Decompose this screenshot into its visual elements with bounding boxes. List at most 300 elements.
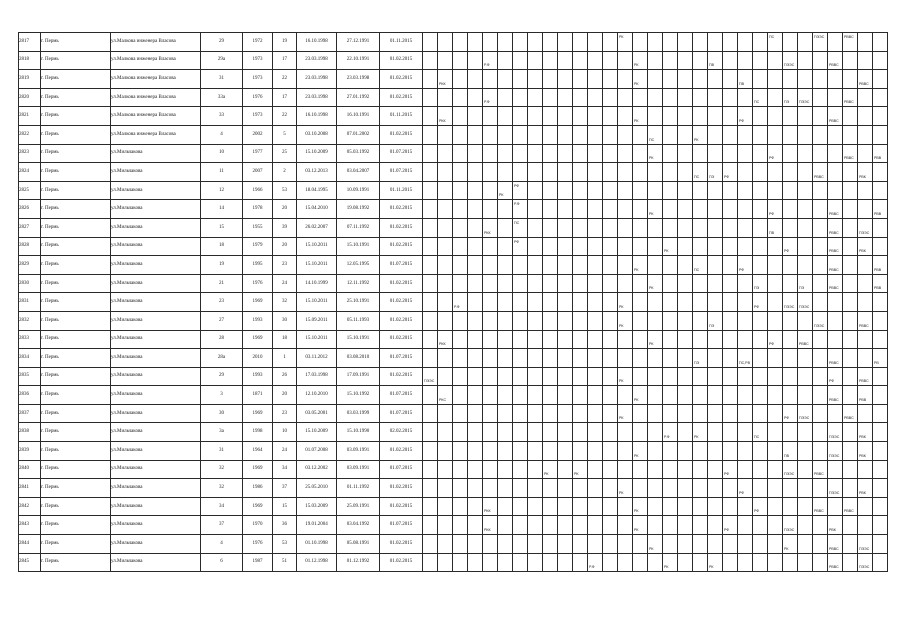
city-cell: г. Пермь [41,516,111,535]
work-code: РВВС [829,546,839,551]
work-cell [693,107,708,126]
work-cell [498,311,513,330]
work-cell [798,423,813,442]
work-cell [708,237,723,256]
work-cell [573,293,588,312]
work-cell [558,535,573,554]
date-inspection-cell: 17.03.1998 [297,367,337,386]
work-cell [663,497,678,516]
work-code: ПЭЭС [784,528,795,533]
work-cell [453,107,468,126]
work-cell [783,516,798,535]
work-cell [843,256,858,275]
apartment-count-cell: 37 [273,479,297,498]
work-cell [423,367,438,386]
work-cell [663,479,678,498]
work-cell [708,33,723,52]
date-inspection-cell: 15.10.2011 [297,293,337,312]
city-cell: г. Пермь [41,460,111,479]
work-cell [798,404,813,423]
work-cell [483,33,498,52]
work-cell [828,479,843,498]
work-cell [558,553,573,572]
work-cell [858,497,873,516]
work-cell [618,70,633,89]
work-cell [663,70,678,89]
work-cell [648,144,663,163]
work-cell [603,460,618,479]
work-cell [528,293,543,312]
work-cell [768,349,783,368]
work-cell [513,33,528,52]
work-cell [543,107,558,126]
work-cell [558,33,573,52]
date-plan-cell: 01.11.2015 [380,181,423,200]
work-cell [603,367,618,386]
work-cell [738,88,753,107]
work-code: РФ [754,304,760,309]
house-number-cell: 37 [201,516,243,535]
work-cell [663,442,678,461]
work-cell [753,33,768,52]
work-cell [498,144,513,163]
work-cell [708,256,723,275]
work-cell [633,311,648,330]
work-cell [828,70,843,89]
house-number-cell: 30 [201,404,243,423]
work-cell [453,349,468,368]
work-cell [798,107,813,126]
work-cell [618,460,633,479]
work-cell [483,349,498,368]
record-number-cell: 2822 [19,125,41,144]
date-registration-cell: 03.04.2007 [337,163,380,182]
work-cell [678,51,693,70]
work-cell [543,293,558,312]
work-cell [708,70,723,89]
date-inspection-cell: 15.10.2009 [297,423,337,442]
work-cell [813,535,828,554]
work-cell [768,423,783,442]
work-cell [498,386,513,405]
city-cell: г. Пермь [41,535,111,554]
work-code: РВК [859,174,866,179]
work-cell [783,479,798,498]
city-cell: г. Пермь [41,330,111,349]
work-code: РВВС [829,118,839,123]
record-number-cell: 2817 [19,33,41,52]
work-cell [843,218,858,237]
work-cell [783,256,798,275]
work-code: ПЭЭС [814,323,825,328]
work-cell [783,367,798,386]
work-cell [828,423,843,442]
work-cell [813,516,828,535]
work-cell [648,237,663,256]
work-cell [678,423,693,442]
work-cell [483,256,498,275]
work-cell [693,237,708,256]
work-cell [603,144,618,163]
work-cell [738,107,753,126]
date-inspection-cell: 03.11.2012 [297,349,337,368]
street-cell: ул.Мильчакова [111,274,201,293]
work-cell [843,88,858,107]
work-code: РВВС [814,174,824,179]
work-cell [633,497,648,516]
date-registration-cell: 01.11.1992 [337,479,380,498]
house-number-cell: 28 [201,330,243,349]
apartment-count-cell: 22 [273,70,297,89]
work-cell [768,330,783,349]
work-cell [648,386,663,405]
build-year-cell: 1966 [243,181,273,200]
work-code: РВВС [829,360,839,365]
work-cell [573,51,588,70]
work-cell [828,163,843,182]
work-code: РВВС [829,230,839,235]
work-cell [573,33,588,52]
city-cell: г. Пермь [41,181,111,200]
build-year-cell: 1976 [243,88,273,107]
date-plan-cell: 01.11.2015 [380,33,423,52]
work-cell [648,181,663,200]
work-cell [753,460,768,479]
work-code: РКК [439,342,446,347]
work-code: РКК [484,230,491,235]
work-cell [648,330,663,349]
work-cell [768,88,783,107]
work-code: ПЭЭС [424,379,435,384]
work-cell [873,442,888,461]
work-cell [618,33,633,52]
street-cell: ул.Мильчакова [111,535,201,554]
work-cell [768,237,783,256]
work-cell [873,274,888,293]
work-code: РВК [859,249,866,254]
house-number-cell: 27 [201,311,243,330]
street-cell: ул.Малкова инженера Власова [111,51,201,70]
work-cell [678,349,693,368]
work-cell [693,200,708,219]
work-cell [498,423,513,442]
work-cell [813,367,828,386]
work-cell [678,200,693,219]
date-plan-cell: 01.02.2015 [380,367,423,386]
date-registration-cell: 16.10.1991 [337,107,380,126]
work-cell [648,125,663,144]
work-cell [783,144,798,163]
work-cell [573,237,588,256]
work-cell [693,386,708,405]
work-cell [528,516,543,535]
record-number-cell: 2827 [19,218,41,237]
work-cell [558,144,573,163]
work-code: РФ [829,379,835,384]
work-cell [438,144,453,163]
work-cell [468,51,483,70]
apartment-count-cell: 20 [273,386,297,405]
work-cell [723,497,738,516]
work-cell [603,163,618,182]
work-cell [768,218,783,237]
work-cell [603,311,618,330]
work-cell [843,181,858,200]
work-cell [588,535,603,554]
work-cell [543,367,558,386]
work-cell [558,51,573,70]
work-cell [588,237,603,256]
work-cell [708,181,723,200]
work-cell [678,163,693,182]
city-cell: г. Пермь [41,237,111,256]
work-code: ПС [754,100,760,105]
apartment-count-cell: 24 [273,274,297,293]
work-cell [498,237,513,256]
work-cell [483,70,498,89]
work-cell [453,553,468,572]
work-code: РВК [859,453,866,458]
work-cell [828,442,843,461]
work-cell [798,349,813,368]
work-cell [558,125,573,144]
work-cell [768,479,783,498]
work-cell [483,293,498,312]
work-cell [678,237,693,256]
table-row [19,460,888,479]
work-cell [768,460,783,479]
work-cell [813,51,828,70]
work-cell [828,349,843,368]
work-cell [738,423,753,442]
work-cell [453,237,468,256]
work-cell [783,460,798,479]
work-cell [453,367,468,386]
work-cell [738,256,753,275]
date-registration-cell: 15.10.1990 [337,423,380,442]
work-cell [798,144,813,163]
work-code: Р.Ф [454,304,460,309]
work-code: ПС [514,220,520,225]
work-cell [648,88,663,107]
work-code: Р.Ф [514,202,520,207]
work-cell [708,367,723,386]
work-cell [873,107,888,126]
work-cell [753,330,768,349]
work-cell [513,107,528,126]
record-number-cell: 2834 [19,349,41,368]
work-cell [438,311,453,330]
work-cell [483,479,498,498]
house-number-cell: 12 [201,181,243,200]
date-inspection-cell: 26.02.2007 [297,218,337,237]
work-cell [738,497,753,516]
work-cell [453,144,468,163]
work-cell [513,70,528,89]
date-plan-cell: 01.07.2015 [380,460,423,479]
work-cell [543,349,558,368]
work-cell [693,274,708,293]
work-code: РФ [739,490,745,495]
work-cell [858,33,873,52]
apartment-count-cell: 30 [273,311,297,330]
work-cell [633,553,648,572]
work-cell [663,311,678,330]
work-code: РВВ [874,211,882,216]
work-cell [603,330,618,349]
work-cell [423,330,438,349]
work-code: РФ [739,118,745,123]
work-cell [528,330,543,349]
work-cell [498,535,513,554]
work-cell [438,51,453,70]
work-cell [528,460,543,479]
table-row [19,311,888,330]
work-cell [768,33,783,52]
apartment-count-cell: 18 [273,330,297,349]
work-cell [873,311,888,330]
date-inspection-cell: 19.01.2004 [297,516,337,535]
work-cell [873,51,888,70]
work-cell [813,460,828,479]
table-row [19,125,888,144]
work-cell [768,107,783,126]
apartment-count-cell: 25 [273,144,297,163]
work-cell [573,349,588,368]
work-code: РК [544,472,549,477]
work-cell [558,107,573,126]
work-cell [468,237,483,256]
work-cell [648,497,663,516]
house-number-cell: 33а [201,88,243,107]
work-cell [708,479,723,498]
city-cell: г. Пермь [41,107,111,126]
city-cell: г. Пермь [41,218,111,237]
work-cell [798,386,813,405]
work-cell [573,479,588,498]
work-cell [543,460,558,479]
date-registration-cell: 22.10.1991 [337,51,380,70]
work-code: РК [619,416,624,421]
housing-register-table [18,32,888,572]
work-cell [708,516,723,535]
work-cell [453,330,468,349]
work-cell [858,442,873,461]
work-cell [588,218,603,237]
work-code: РК [649,546,654,551]
table-row [19,442,888,461]
work-cell [723,51,738,70]
work-cell [588,33,603,52]
work-cell [873,497,888,516]
work-cell [768,274,783,293]
work-cell [468,516,483,535]
work-cell [483,311,498,330]
build-year-cell: 1969 [243,404,273,423]
street-cell: ул.Мильчакова [111,311,201,330]
work-cell [558,423,573,442]
work-cell [618,497,633,516]
work-cell [843,553,858,572]
work-cell [543,218,558,237]
work-code: РВВС [829,211,839,216]
work-cell [633,70,648,89]
work-cell [558,293,573,312]
work-cell [528,70,543,89]
work-cell [708,535,723,554]
work-cell [738,330,753,349]
work-cell [633,256,648,275]
work-cell [828,51,843,70]
work-cell [798,535,813,554]
apartment-count-cell: 23 [273,404,297,423]
work-code: РК [619,490,624,495]
apartment-count-cell: 51 [273,553,297,572]
work-cell [468,256,483,275]
work-cell [723,311,738,330]
work-code: РВВ [874,286,882,291]
date-registration-cell: 27.01.1992 [337,88,380,107]
work-cell [873,33,888,52]
work-cell [813,88,828,107]
work-cell [483,107,498,126]
house-number-cell: 6 [201,553,243,572]
work-code: ПВ [784,453,789,458]
table-row [19,386,888,405]
work-cell [738,349,753,368]
work-code: Р.Ф [664,435,670,440]
work-cell [678,330,693,349]
work-cell [543,237,558,256]
date-inspection-cell: 16.10.1998 [297,33,337,52]
record-number-cell: 2829 [19,256,41,275]
work-cell [498,293,513,312]
work-code: ПС [754,435,760,440]
work-cell [648,460,663,479]
work-cell [558,274,573,293]
work-cell [588,330,603,349]
work-cell [858,553,873,572]
house-number-cell: 31 [201,70,243,89]
apartment-count-cell: 20 [273,200,297,219]
work-cell [663,553,678,572]
work-cell [663,51,678,70]
work-cell [738,460,753,479]
work-cell [738,51,753,70]
city-cell: г. Пермь [41,163,111,182]
build-year-cell: 1976 [243,535,273,554]
work-cell [723,404,738,423]
work-code: РВВС [844,100,854,105]
work-code: ПЭЭС [829,490,840,495]
work-cell [633,33,648,52]
work-code: РВК [859,490,866,495]
work-cell [483,125,498,144]
work-cell [753,516,768,535]
work-cell [633,516,648,535]
table-row [19,553,888,572]
work-cell [453,535,468,554]
work-cell [558,516,573,535]
work-code: РВК [829,528,836,533]
work-cell [663,33,678,52]
work-cell [528,33,543,52]
work-cell [768,293,783,312]
work-cell [588,163,603,182]
work-code: РВВС [829,565,839,570]
work-cell [603,200,618,219]
work-code: РК [499,193,504,198]
